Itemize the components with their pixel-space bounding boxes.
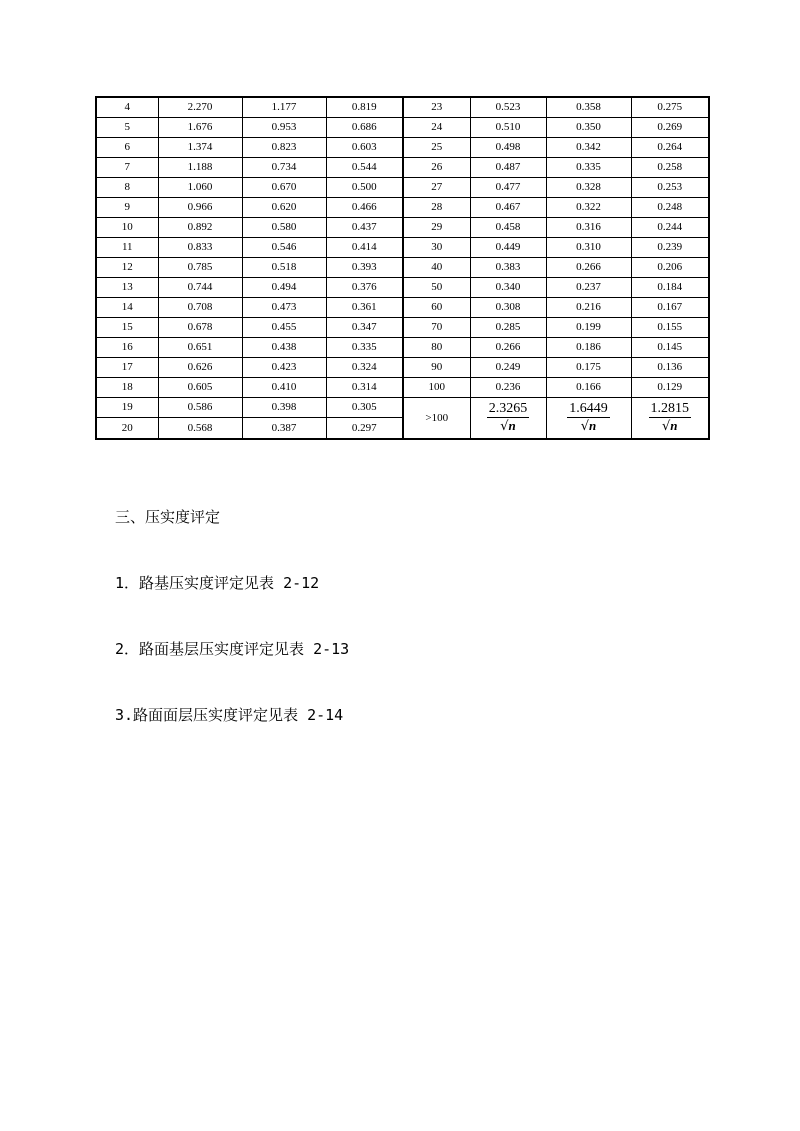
table-cell: 28 [403, 198, 470, 218]
table-cell: 29 [403, 218, 470, 238]
table-row [96, 138, 709, 158]
table-cell: 0.129 [631, 378, 709, 398]
table-cell: 60 [403, 298, 470, 318]
table-cell: 13 [96, 278, 158, 298]
table-cell: 0.253 [631, 178, 709, 198]
table-cell: 0.310 [546, 238, 631, 258]
table-cell: 0.297 [326, 418, 403, 439]
table-cell: 0.438 [242, 338, 326, 358]
table-cell: 0.239 [631, 238, 709, 258]
section-item: 1．路基压实度评定见表 2-12 [115, 574, 320, 592]
fraction-denominator [567, 418, 610, 435]
fraction-numerator: 2.3265 [488, 401, 528, 416]
table-cell: 0.626 [158, 358, 242, 378]
table-cell: 0.678 [158, 318, 242, 338]
table-cell: 0.199 [546, 318, 631, 338]
table-row [96, 118, 709, 138]
section-item: 2．路面基层压实度评定见表 2-13 [115, 640, 350, 658]
section-heading: 三、压实度评定 [115, 508, 221, 526]
table-cell: 24 [403, 118, 470, 138]
table-cell: 18 [96, 378, 158, 398]
radicand: n [589, 418, 597, 433]
table-cell: 0.175 [546, 358, 631, 378]
table-row [96, 258, 709, 278]
coefficient-table-body [96, 97, 709, 439]
table-row [96, 178, 709, 198]
table-row [96, 97, 709, 118]
table-cell: 0.350 [546, 118, 631, 138]
table-cell: 0.473 [242, 298, 326, 318]
table-cell: 9 [96, 198, 158, 218]
table-cell: 0.500 [326, 178, 403, 198]
table-cell: 20 [96, 418, 158, 439]
table-cell: 0.248 [631, 198, 709, 218]
table-cell: 23 [403, 97, 470, 118]
square-root-icon: √ [580, 419, 590, 434]
table-cell: 17 [96, 358, 158, 378]
table-cell: 80 [403, 338, 470, 358]
fraction [567, 401, 610, 435]
table-cell: 0.308 [470, 298, 546, 318]
table-cell: 50 [403, 278, 470, 298]
table-cell: 12 [96, 258, 158, 278]
table-cell: 0.458 [470, 218, 546, 238]
table-cell: 0.785 [158, 258, 242, 278]
fraction-denominator [487, 418, 530, 435]
table-cell: 0.423 [242, 358, 326, 378]
table-cell: 25 [403, 138, 470, 158]
table-cell: 0.266 [470, 338, 546, 358]
table-cell: 0.206 [631, 258, 709, 278]
table-row [96, 238, 709, 258]
table-cell: 0.186 [546, 338, 631, 358]
table-cell: 0.398 [242, 398, 326, 418]
table-cell: 0.322 [546, 198, 631, 218]
coefficient-table [95, 96, 710, 440]
radicand: n [670, 418, 678, 433]
table-cell: 0.340 [470, 278, 546, 298]
table-cell: 0.455 [242, 318, 326, 338]
table-cell: 0.523 [470, 97, 546, 118]
table-cell: 0.324 [326, 358, 403, 378]
table-cell: 100 [403, 378, 470, 398]
table-cell: 0.449 [470, 238, 546, 258]
table-cell: 8 [96, 178, 158, 198]
table-cell: 0.335 [546, 158, 631, 178]
table-cell: 1.060 [158, 178, 242, 198]
fraction-numerator: 1.2815 [650, 401, 689, 416]
table-cell: 0.237 [546, 278, 631, 298]
table-cell: 2.270 [158, 97, 242, 118]
table-cell: 0.361 [326, 298, 403, 318]
table-cell: 0.285 [470, 318, 546, 338]
table-row [96, 198, 709, 218]
table-cell: 4 [96, 97, 158, 118]
table-cell: 1.188 [158, 158, 242, 178]
table-cell: 0.708 [158, 298, 242, 318]
table-cell: 0.410 [242, 378, 326, 398]
fraction-denominator [649, 418, 692, 435]
table-row [96, 398, 709, 418]
table-cell: 0.734 [242, 158, 326, 178]
table-cell: 27 [403, 178, 470, 198]
table-cell: 0.670 [242, 178, 326, 198]
table-cell: 19 [96, 398, 158, 418]
table-cell: 0.358 [546, 97, 631, 118]
table-cell: 0.651 [158, 338, 242, 358]
table-row [96, 338, 709, 358]
fraction [487, 401, 530, 435]
table-cell: 0.568 [158, 418, 242, 439]
table-cell: 0.145 [631, 338, 709, 358]
table-cell: 0.477 [470, 178, 546, 198]
table-cell: 0.744 [158, 278, 242, 298]
table-cell: 0.275 [631, 97, 709, 118]
table-cell: 0.544 [326, 158, 403, 178]
table-cell: 0.314 [326, 378, 403, 398]
radicand: n [508, 418, 516, 433]
table-cell: 0.264 [631, 138, 709, 158]
table-cell: 0.686 [326, 118, 403, 138]
table-cell: 0.603 [326, 138, 403, 158]
table-cell: 0.466 [326, 198, 403, 218]
table-cell: 0.393 [326, 258, 403, 278]
table-cell: 0.953 [242, 118, 326, 138]
table-row [96, 298, 709, 318]
table-cell: 0.510 [470, 118, 546, 138]
table-cell: 0.819 [326, 97, 403, 118]
table-row [96, 278, 709, 298]
table-cell: 5 [96, 118, 158, 138]
table-cell: 10 [96, 218, 158, 238]
fraction [649, 401, 692, 435]
table-cell: 0.833 [158, 238, 242, 258]
table-cell: 0.892 [158, 218, 242, 238]
table-cell: 0.387 [242, 418, 326, 439]
table-cell: 0.216 [546, 298, 631, 318]
table-cell: 0.494 [242, 278, 326, 298]
table-cell: 0.269 [631, 118, 709, 138]
table-cell: 6 [96, 138, 158, 158]
table-cell: 0.437 [326, 218, 403, 238]
table-cell: 0.498 [470, 138, 546, 158]
table-cell: 1.676 [158, 118, 242, 138]
table-row [96, 358, 709, 378]
table-cell: 0.376 [326, 278, 403, 298]
table-cell: 0.305 [326, 398, 403, 418]
table-cell: 0.580 [242, 218, 326, 238]
formula-cell [470, 398, 546, 440]
table-cell: 0.546 [242, 238, 326, 258]
table-cell: 26 [403, 158, 470, 178]
table-cell: 0.155 [631, 318, 709, 338]
square-root-icon: √ [661, 419, 671, 434]
table-cell: 0.266 [546, 258, 631, 278]
table-row [96, 218, 709, 238]
table-cell: 7 [96, 158, 158, 178]
table-cell: 70 [403, 318, 470, 338]
table-cell: 0.335 [326, 338, 403, 358]
table-cell: 0.166 [546, 378, 631, 398]
table-cell: 40 [403, 258, 470, 278]
table-cell: 15 [96, 318, 158, 338]
table-cell: 0.487 [470, 158, 546, 178]
table-cell: 0.258 [631, 158, 709, 178]
table-cell: 0.244 [631, 218, 709, 238]
formula-cell [546, 398, 631, 440]
table-cell: 0.518 [242, 258, 326, 278]
table-cell: 0.328 [546, 178, 631, 198]
table-cell: 0.316 [546, 218, 631, 238]
table-cell: 14 [96, 298, 158, 318]
table-row [96, 158, 709, 178]
section-item: 3.路面面层压实度评定见表 2-14 [115, 706, 344, 724]
table-cell: 30 [403, 238, 470, 258]
table-cell: 0.605 [158, 378, 242, 398]
table-cell: 0.167 [631, 298, 709, 318]
table-cell: 0.414 [326, 238, 403, 258]
table-cell: 0.347 [326, 318, 403, 338]
table-cell: 0.586 [158, 398, 242, 418]
table-row [96, 318, 709, 338]
table-cell: 90 [403, 358, 470, 378]
table-cell: 1.374 [158, 138, 242, 158]
fraction-numerator: 1.6449 [569, 401, 608, 416]
table-cell: 0.620 [242, 198, 326, 218]
table-cell: 0.342 [546, 138, 631, 158]
table-cell: 0.467 [470, 198, 546, 218]
table-cell-gt100: >100 [403, 398, 470, 440]
table-cell: 1.177 [242, 97, 326, 118]
table-cell: 0.236 [470, 378, 546, 398]
table-cell: 16 [96, 338, 158, 358]
square-root-icon: √ [500, 419, 509, 434]
table-cell: 0.184 [631, 278, 709, 298]
table-cell: 0.966 [158, 198, 242, 218]
table-cell: 11 [96, 238, 158, 258]
evaluation-section [115, 462, 349, 748]
table-cell: 0.249 [470, 358, 546, 378]
table-cell: 0.136 [631, 358, 709, 378]
table-row [96, 378, 709, 398]
formula-cell [631, 398, 709, 440]
table-cell: 0.823 [242, 138, 326, 158]
table-cell: 0.383 [470, 258, 546, 278]
